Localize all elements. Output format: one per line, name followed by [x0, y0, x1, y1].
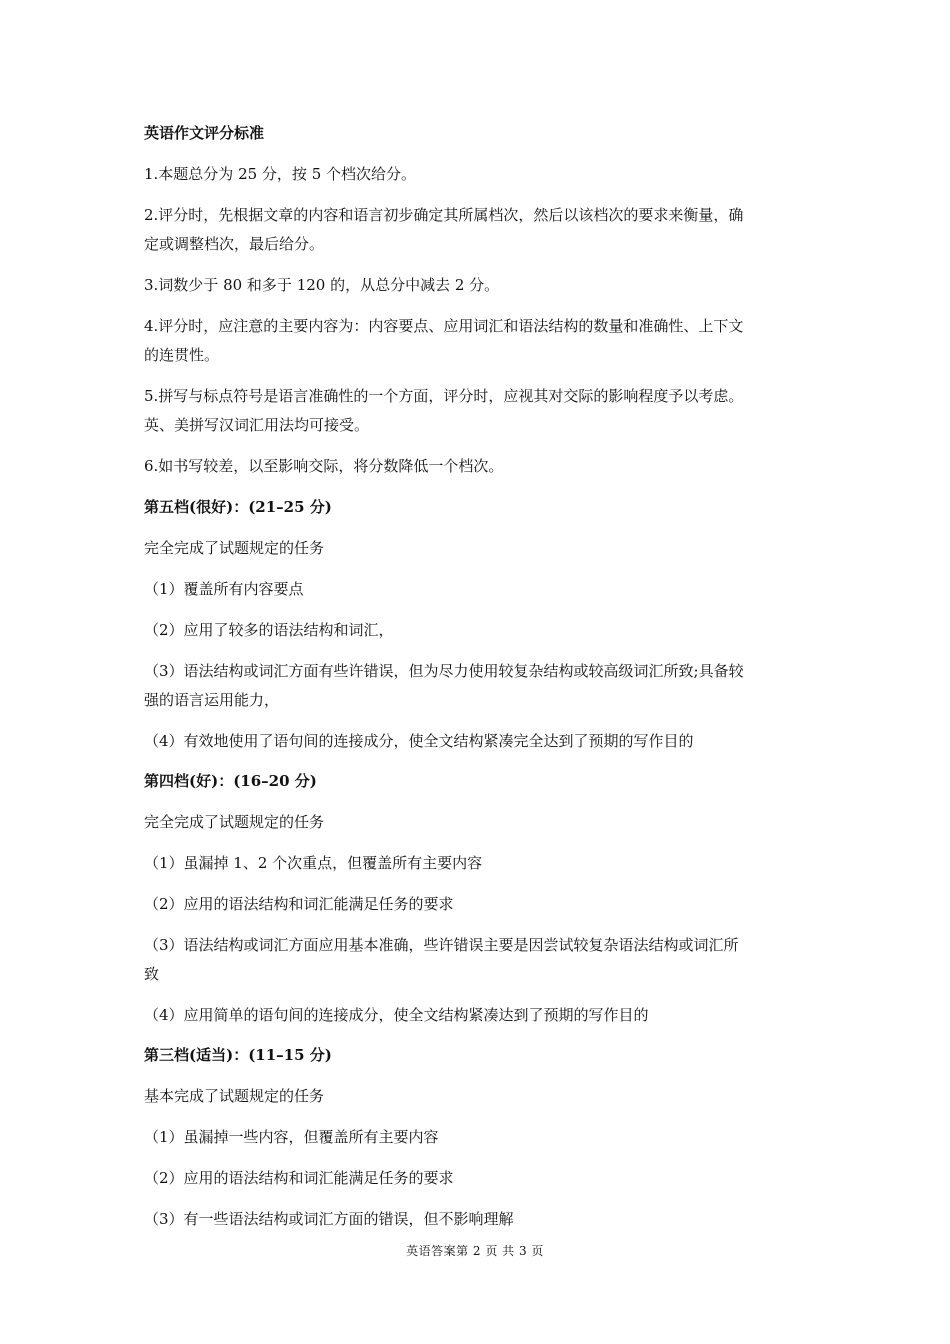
grade5-item-3-line-2: 强的语言运用能力，: [144, 691, 280, 709]
rule-4-line-2: 的连贯性。: [144, 346, 220, 364]
grade3-item-3: （3）有一些语法结构或词汇方面的错误，但不影响理解: [144, 1210, 514, 1228]
grade3-intro: 基本完成了试题规定的任务: [144, 1087, 325, 1105]
grade5-heading: 第五档(很好)：(21–25 分): [144, 498, 332, 516]
rule-6: 6.如书写较差，以至影响交际，将分数降低一个档次。: [144, 457, 504, 475]
grade5-item-3-line-1: （3）语法结构或词汇方面有些许错误，但为尽力使用较复杂结构或较高级词汇所致;具备较: [144, 662, 744, 680]
grade4-heading: 第四档(好)：(16–20 分): [144, 772, 317, 790]
rule-3: 3.词数少于 80 和多于 120 的，从总分中减去 2 分。: [144, 276, 500, 294]
grade5-item-1: （1）覆盖所有内容要点: [144, 580, 304, 598]
grade3-item-1: （1）虽漏掉一些内容，但覆盖所有主要内容: [144, 1128, 439, 1146]
rule-4-line-1: 4.评分时，应注意的主要内容为：内容要点、应用词汇和语法结构的数量和准确性、上下文: [144, 317, 744, 335]
grade5-intro: 完全完成了试题规定的任务: [144, 539, 325, 557]
rule-5-line-2: 英、美拼写汉词汇用法均可接受。: [144, 416, 370, 434]
page-title: 英语作文评分标准: [144, 124, 265, 142]
page-footer: 英语答案第 2 页 共 3 页: [406, 1244, 544, 1258]
grade4-item-1: （1）虽漏掉 1、2 个次重点，但覆盖所有主要内容: [144, 854, 483, 872]
grade4-item-3-line-1: （3）语法结构或词汇方面应用基本准确，些许错误主要是因尝试较复杂语法结构或词汇所: [144, 936, 739, 954]
grade3-heading: 第三档(适当)：(11–15 分): [144, 1046, 332, 1064]
rule-2-line-1: 2.评分时，先根据文章的内容和语言初步确定其所属档次，然后以该档次的要求来衡量，确: [144, 206, 744, 224]
rule-5-line-1: 5.拼写与标点符号是语言准确性的一个方面，评分时，应视其对交际的影响程度予以考虑。: [144, 387, 744, 405]
grade5-item-4: （4）有效地使用了语句间的连接成分，使全文结构紧凑完全达到了预期的写作目的: [144, 732, 694, 750]
rule-1: 1.本题总分为 25 分，按 5 个档次给分。: [144, 165, 417, 183]
grade4-item-3-line-2: 致: [144, 965, 160, 983]
grade4-item-2: （2）应用的语法结构和词汇能满足任务的要求: [144, 895, 454, 913]
grade5-item-2: （2）应用了较多的语法结构和词汇，: [144, 621, 394, 639]
grade3-item-2: （2）应用的语法结构和词汇能满足任务的要求: [144, 1169, 454, 1187]
grade4-item-4: （4）应用简单的语句间的连接成分，使全文结构紧凑达到了预期的写作目的: [144, 1006, 649, 1024]
rule-2-line-2: 定或调整档次，最后给分。: [144, 235, 325, 253]
grade4-intro: 完全完成了试题规定的任务: [144, 813, 325, 831]
